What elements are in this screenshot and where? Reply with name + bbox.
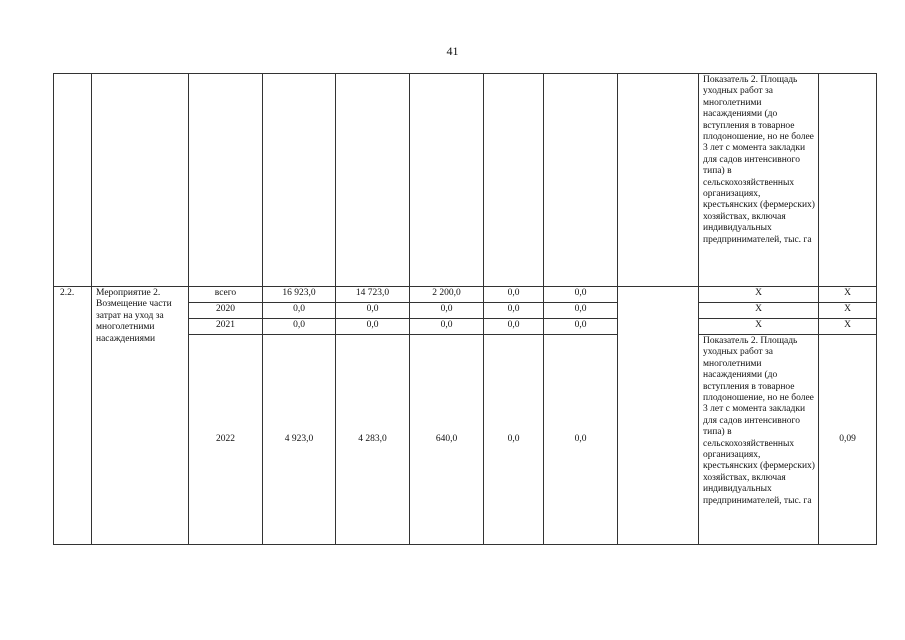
budget-table xyxy=(53,73,877,545)
year-cell: 2021 xyxy=(189,319,263,335)
year-cell: 2022 xyxy=(189,335,263,545)
regional-cell: 640,0 xyxy=(410,335,484,545)
local-cell: 0,0 xyxy=(484,287,544,303)
indicator-cell: Показатель 2. Площадь уходных работ за многолетними насаждениями (до вступления в товарное плодоношение, но не более 3 лет с момента закладки для садов интенсивного типа) в сельскохозяйственных организациях, крестьянских (фермерских) хозяйствах, включая индивидуальных предпринимателей, тыс. га xyxy=(699,335,819,545)
continuation-row xyxy=(54,74,877,287)
indicator-cell: X xyxy=(699,303,819,319)
indicator-cell: X xyxy=(699,319,819,335)
regional-cell: 2 200,0 xyxy=(410,287,484,303)
federal-cell: 14 723,0 xyxy=(336,287,410,303)
regional-cell: 0,0 xyxy=(410,303,484,319)
table-row-total xyxy=(54,287,877,303)
other-cell: 0,0 xyxy=(544,335,618,545)
indicator-cell: Показатель 2. Площадь уходных работ за многолетними насаждениями (до вступления в товарное плодоношение, но не более 3 лет с момента закладки для садов интенсивного типа) в сельскохозяйственных организациях, крестьянских (фермерских) хозяйствах, включая индивидуальных предпринимателей, тыс. га xyxy=(699,74,819,287)
year-cell: всего xyxy=(189,287,263,303)
indicator-value: X xyxy=(819,303,877,319)
local-cell: 0,0 xyxy=(484,303,544,319)
total-cell: 0,0 xyxy=(263,303,336,319)
indicator-cell: X xyxy=(699,287,819,303)
indicator-value: X xyxy=(819,319,877,335)
regional-cell: 0,0 xyxy=(410,319,484,335)
measure-code: 2.2. xyxy=(54,287,92,545)
other-cell: 0,0 xyxy=(544,319,618,335)
federal-cell: 0,0 xyxy=(336,319,410,335)
total-cell: 0,0 xyxy=(263,319,336,335)
federal-cell: 4 283,0 xyxy=(336,335,410,545)
total-cell: 4 923,0 xyxy=(263,335,336,545)
local-cell: 0,0 xyxy=(484,319,544,335)
total-cell: 16 923,0 xyxy=(263,287,336,303)
executor-cell xyxy=(618,287,699,545)
measure-name: Мероприятие 2. Возмещение части затрат на уход за многолетними насаждениями xyxy=(92,287,189,545)
indicator-value: 0,09 xyxy=(819,335,877,545)
other-cell: 0,0 xyxy=(544,303,618,319)
year-cell: 2020 xyxy=(189,303,263,319)
other-cell: 0,0 xyxy=(544,287,618,303)
indicator-value: X xyxy=(819,287,877,303)
page-number: 41 xyxy=(446,44,459,58)
local-cell: 0,0 xyxy=(484,335,544,545)
federal-cell: 0,0 xyxy=(336,303,410,319)
